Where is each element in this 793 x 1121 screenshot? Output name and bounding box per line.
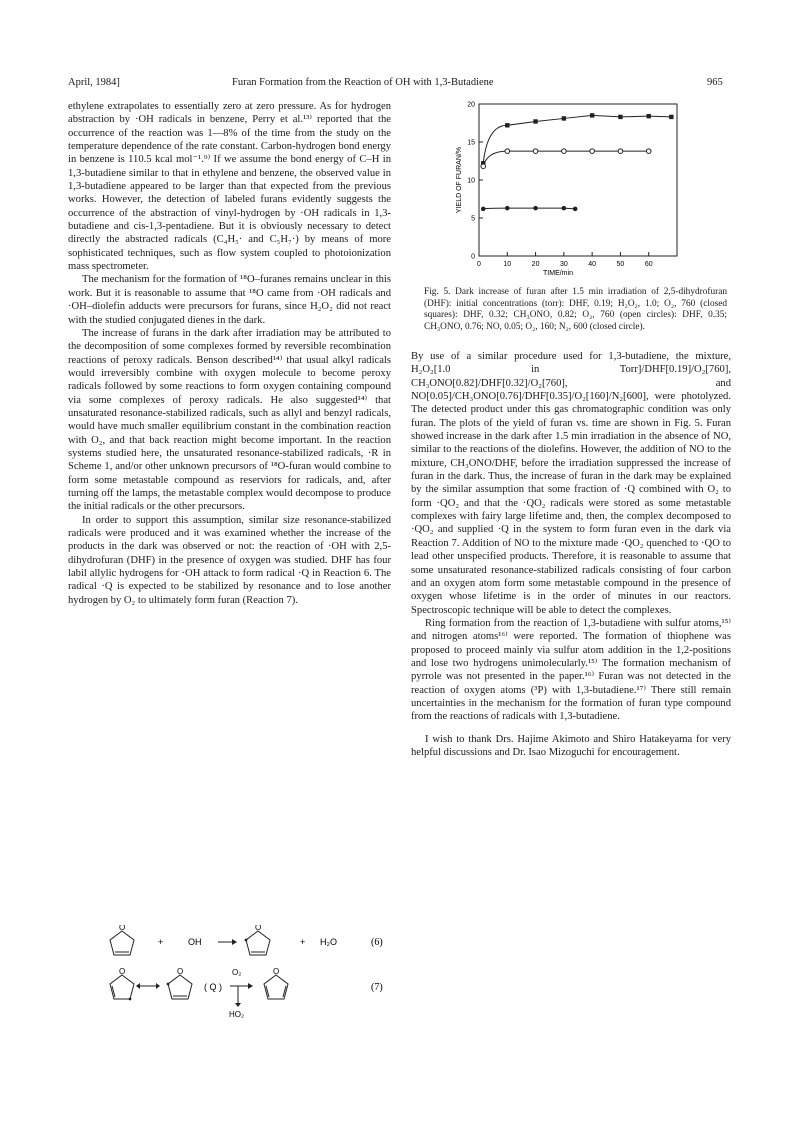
series-line (483, 208, 575, 209)
q-radical-resonance-a (110, 967, 134, 1000)
paragraph: The increase of furans in the dark after irradiation may be attributed to the decomposition of some complexes formed by reversible recombination reactions of peroxy radicals. Benson described¹⁴⁾ that usual alkyl radicals would irreversibly combine with oxygen molecule to become peroxy radicals followed by some reactions to form oxygen containing compound via some complexes of peroxy radicals. He also suggested¹⁴⁾ that unsaturated resonance-stabilized radicals, such as allyl and benzyl radicals, would have much smaller equilibrium constant in the combination reaction with O₂, and that back reaction might become important. In the reaction systems studied here, the unsaturated resonance-stabilized radicals, ·R in Scheme 1, and/or other unknown precursors of ¹⁸O-furan would combine to form some metastable compound as reserviors for radicals, and, after turning off the lamps, the metastable complex would decompose to produce the initial radicals or the other precursors. (68, 327, 391, 513)
paragraph: Ring formation from the reaction of 1,3-butadiene with sulfur atoms,¹⁵⁾ and nitrogen atoms¹⁶⁾ were reported. The formation of thiophene was proposed to proceed mainly via sulfur atom addition in the 1,2-positions and lose two hydrogens unimolecularly.¹⁵⁾ The formation mechanism of pyrrole was not presented in the paper.¹⁶⁾ Furan was not detected in the reaction of oxygen atoms (³P) with 1,3-butadiene.¹⁷⁾ There still remain uncertainties in the mechanism for the formation of furan type compound from the reactions of radicals with 1,3-butadiene. (411, 617, 731, 723)
x-tick-label: 30 (559, 261, 568, 268)
figure-caption: Fig. 5. Dark increase of furan after 1.5 min irradiation of 2,5-dihydrofuran (DHF): initial concentrations (torr): DHF, 0.19; H₂O₂, 1.0; O₂, 760 (closed squares): DHF, 0.32; CH₃ONO, 0.82; O₂, 760 (open circles): DHF, 0.35; CH₃ONO, 0.76; NO, 0.05; O₂, 160; N₂, 600 (closed circle). (424, 287, 727, 332)
series-line (483, 115, 671, 163)
oxygen-atom-label: O (177, 967, 184, 976)
y-axis-label: YIELD OF FURAN/% (456, 146, 463, 214)
x-tick-label: 10 (503, 261, 512, 268)
data-point-closed-square (647, 114, 651, 118)
data-point-closed-square (618, 115, 622, 119)
data-point-open-circle (618, 149, 623, 154)
right-column (411, 350, 731, 759)
data-point-open-circle (505, 149, 510, 154)
running-header-title: Furan Formation from the Reaction of OH with 1,3-Butadiene (232, 77, 494, 88)
y-tick-label: 5 (471, 215, 475, 223)
oxygen-atom-label: O (119, 967, 126, 976)
page-number: 965 (707, 77, 723, 88)
data-point-open-circle (533, 149, 538, 154)
data-point-open-circle (646, 149, 651, 154)
q-radical-resonance-b (167, 967, 192, 999)
data-point-closed-square (533, 119, 537, 123)
plus-sign: + (158, 937, 164, 947)
x-tick-label: 50 (616, 261, 625, 268)
x-tick-label: 40 (588, 261, 597, 268)
oh-label: OH (188, 937, 202, 947)
data-point-closed-circle (573, 207, 578, 212)
data-point-open-circle (562, 149, 567, 154)
data-point-closed-circle (562, 206, 567, 211)
x-tick-label: 20 (531, 261, 540, 268)
left-column (68, 100, 391, 607)
paragraph: The mechanism for the formation of ¹⁸O–furanes remains unclear in this work. But it is reasonable to assume that ¹⁸O came from ·OH radicals and ·OH–diolefin adducts were precursors for furans, since H₂O₂ did not react with the studied conjugated dienes in the dark. (68, 274, 391, 326)
reaction-scheme (108, 925, 398, 1025)
x-tick-label: 0 (477, 261, 481, 268)
reaction-number: (6) (371, 937, 383, 948)
q-label: ( Q ) (204, 982, 222, 992)
x-axis-label: TIME/min (543, 270, 573, 277)
y-tick-label: 15 (467, 139, 475, 147)
data-point-closed-square (562, 116, 566, 120)
paragraph: By use of a similar procedure used for 1,3-butadiene, the mixture, H₂O₂[1.0 in Torr]/DHF[0.19]/O₂[760], CH₃ONO[0.82]/DHF[0.32]/O₂[760], and NO[0.05]/CH₃ONO[0.76]/DHF[0.35]/O₂[160]/N₂[600], were photolyzed. The detected product under this gas chromatographic condition was only furan. The plots of the yield of furan vs. time are shown in Fig. 5. Furan showed increase in the dark after 1.5 min irradiation in the absence of NO, similar to the reactions of the diolefins. However, the addition of NO to the mixture, CH₃ONO/DHF, before the irradiation suppressed the increase of furan in the dark. Thus, the increase of furan in the dark may be explained by the similar assumption that some fraction of ·Q combined with O₂ to form ·QO₂ and that the ·QO₂ radicals were stored as some metastable complexes with fairy large lifetime and, then, the complex decomposed to ·QO₂ and supplied ·Q in the system to form furan even in the dark via Reaction 7. Addition of NO to the mixture made ·QO₂ quenched to ·QO to lead other unspecified products. Therefore, it is reasonable to assume that some unsaturated resonance-stabilized radicals consisting of four carbon and an oxygen atom form some metastable compound in the presence of oxygen whose lifetime is in the order of minutes in our reactors. Spectroscopic technique will be able to detect the complexes. (411, 351, 731, 616)
paragraph: In order to support this assumption, similar size resonance-stabilized radicals were produced and it was examined whether the increase of the products in the dark was observed or not: the reaction of ·OH with 2,5-dihydrofuran (DHF) in the presence of oxygen was studied. DHF has four labil allylic hydrogens for ·OH attack to form radical ·Q in Reaction 6. The radical ·Q is expected to be stabilized by resonance and to lose another hydrogen by O₂ to ultimately form furan (Reaction 7). (68, 514, 391, 606)
reaction-number: (7) (371, 982, 383, 993)
oxygen-atom-label: O (255, 925, 262, 932)
data-point-closed-square (590, 113, 594, 117)
furan-structure (264, 967, 288, 999)
y-tick-label: 0 (471, 253, 475, 261)
oxygen-atom-label: O (273, 967, 280, 976)
data-point-closed-circle (533, 206, 538, 211)
x-tick-label: 60 (644, 261, 653, 268)
plus-sign: + (300, 937, 306, 947)
h2o-label: H₂O (320, 937, 337, 947)
dihydrofuran-structure (110, 925, 134, 955)
running-header-date: April, 1984] (68, 77, 120, 88)
q-radical-structure (245, 925, 270, 955)
oxygen-atom-label: O (119, 925, 126, 932)
data-point-closed-square (669, 115, 673, 119)
data-point-closed-square (505, 123, 509, 127)
acknowledgement: I wish to thank Drs. Hajime Akimoto and Shiro Hatakeyama for very helpful discussions and Dr. Isao Mizoguchi for encouragement. (411, 733, 731, 758)
data-point-closed-circle (505, 206, 510, 211)
furan-yield-chart (437, 96, 687, 282)
data-point-closed-circle (481, 207, 486, 212)
ho2-label: HO₂ (229, 1010, 245, 1019)
y-tick-label: 10 (467, 177, 475, 185)
o2-label: O₂ (232, 968, 242, 977)
data-point-open-circle (481, 164, 486, 169)
y-tick-label: 20 (467, 101, 475, 109)
paragraph: ethylene extrapolates to essentially zero at zero pressure. As for hydrogen abstraction by ·OH radicals in benzene, Perry et al.¹³⁾ reported that the occurrence of the reaction was 1—8% of the time from the study on the temperature dependence of the rate constant. Carbon-hydrogen bond energy in benzene is 110.5 kcal mol⁻¹.⁹⁾ If we assume the bond energy of C–H in 1,3-butadiene similar to that in ethylene and benzene, the observed value in 1,3-butadiene appeared to be larger than that expected from the previous works. However, the detection of labeled furans evidently suggests the occurrence of the abstraction of vinyl-hydrogen by ·OH radicals in 1,3-butadiene and cis-1,3-pentadiene. But it is obviously necessary to detect directly the abstracted radicals (C₄H₅· and C₅H₇·) by means of more sophisticated techniques, such as flow system coupled to photoionization mass spectrometer. (68, 101, 391, 273)
data-point-open-circle (590, 149, 595, 154)
